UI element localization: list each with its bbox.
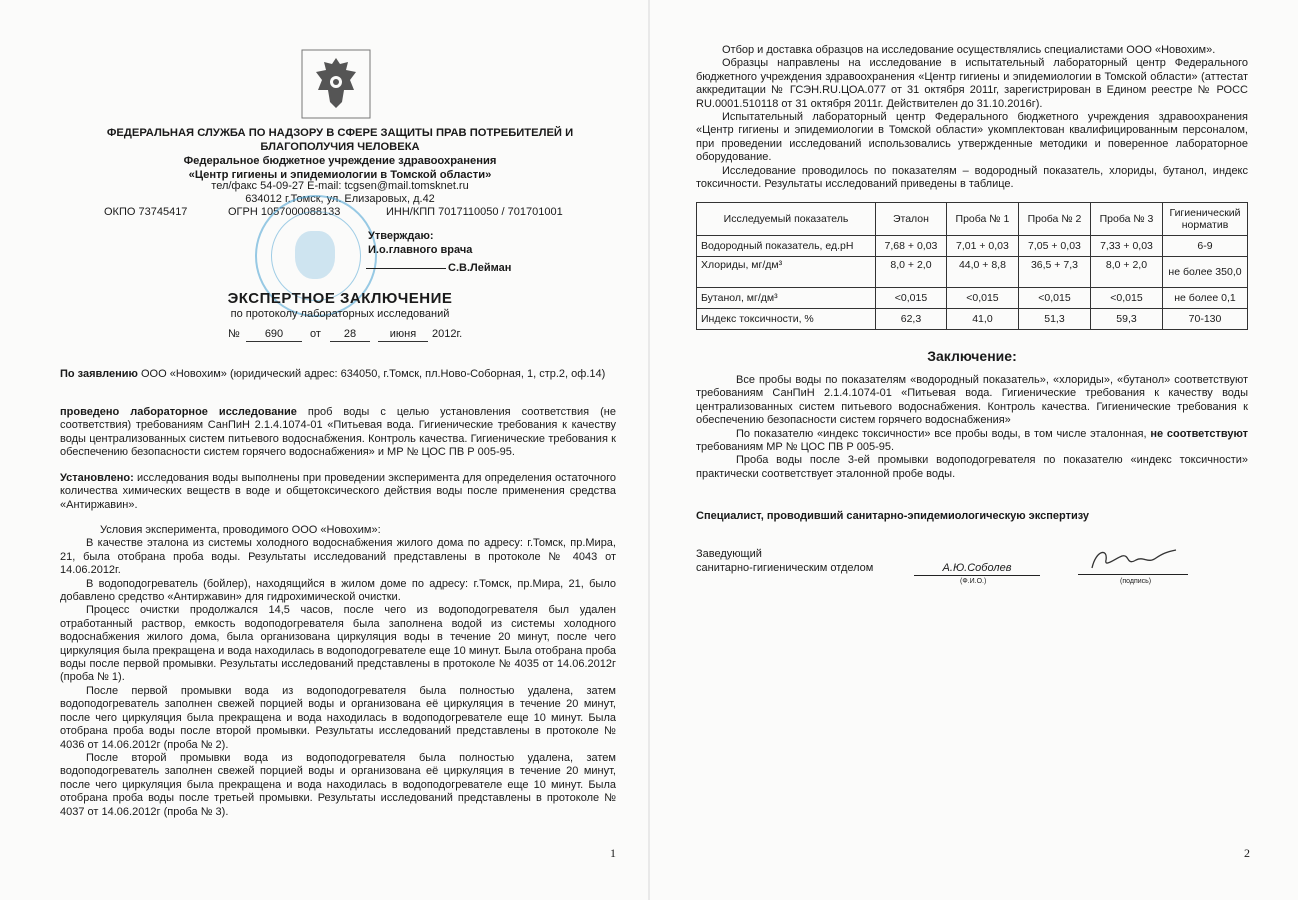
table-header-cell: Гигиенический норматив bbox=[1163, 203, 1248, 236]
p2-paragraph-4: Исследование проводилось по показателям – водородный показатель, хлориды, бутанол, индекс токсичности. Результаты исследований приведены в таблице. bbox=[696, 164, 1248, 191]
table-row bbox=[697, 257, 1248, 288]
table-header-row bbox=[697, 203, 1248, 236]
table-cell: не более 0,1 bbox=[1163, 288, 1248, 309]
org-header-line-1: ФЕДЕРАЛЬНАЯ СЛУЖБА ПО НАДЗОРУ В СФЕРЕ ЗАЩИТЫ ПРАВ ПОТРЕБИТЕЛЕЙ И bbox=[106, 127, 574, 139]
signature-line bbox=[1078, 574, 1188, 575]
conducted-text: проб воды с целью установления соответствия (не соответствия) требованиям СанПиН 2.1.4.1074-01 «Питьевая вода. Гигиенические требования к качеству воды централизованных систем питьевого водоснабжения. Контроль качества. Гигиенические требования к обеспечению безопасности систем горячего водоснабжения» и МР № ЦОС ПВ Р 005-95. bbox=[60, 406, 616, 459]
head-position-1: Заведующий bbox=[696, 548, 762, 560]
table-header-cell: Исследуемый показатель bbox=[697, 203, 876, 236]
table-cell: 7,68 + 0,03 bbox=[876, 236, 947, 257]
document-subtitle: по протоколу лабораторных исследований bbox=[230, 308, 450, 320]
p2-paragraph-3: Испытательный лабораторный центр Федерального бюджетного учреждения здравоохранения «Центр гигиены и эпидемиологии в Томской области» укомплектован квалифицированным персоналом, при проведении исследований использовались утвержденные методики и поверенное лабораторное оборудование. bbox=[696, 111, 1248, 164]
date-month: июня bbox=[378, 328, 428, 342]
table-cell: 36,5 + 7,3 bbox=[1018, 257, 1090, 288]
table-cell: 7,33 + 0,03 bbox=[1090, 236, 1162, 257]
page-number-1: 1 bbox=[610, 846, 616, 860]
coat-of-arms-icon bbox=[300, 48, 372, 120]
table-header-cell: Эталон bbox=[876, 203, 947, 236]
application-text: ООО «Новохим» (юридический адрес: 634050, г.Томск, пл.Ново-Соборная, 1, стр.2, оф.14) bbox=[140, 368, 606, 380]
table-cell: <0,015 bbox=[876, 288, 947, 309]
condition-paragraph-3: Процесс очистки продолжался 14,5 часов, после чего из водоподогревателя был удален отработанный раствор, емкость водоподогревателя была заполнена водой из системы холодного водоснабжения жилого дома, была организована циркуляция воды в течение 20 минут, после чего циркуляция была прекращена и вода находилась в водоподогревателе еще 10 минут. Была отобрана проба воды после первой промывки. Результаты исследований представлены в протоколе № 4035 от 14.06.2012г (проба № 1). bbox=[60, 604, 616, 684]
conclusion-paragraph-2 bbox=[696, 428, 1248, 455]
table-cell: 51,3 bbox=[1018, 309, 1090, 330]
table-cell: 62,3 bbox=[876, 309, 947, 330]
table-cell: 6-9 bbox=[1163, 236, 1248, 257]
org-header-line-4: «Центр гигиены и эпидемиологии в Томской области» bbox=[188, 169, 492, 181]
established-paragraph bbox=[60, 472, 616, 512]
address: 634012 г.Томск, ул. Елизаровых, д.42 bbox=[245, 193, 435, 205]
table-cell: Индекс токсичности, % bbox=[697, 309, 876, 330]
table-cell: не более 350,0 bbox=[1163, 257, 1248, 288]
date-day: 28 bbox=[330, 328, 370, 342]
condition-paragraph-5: После второй промывки вода из водоподогревателя была полностью удалена, затем водоподогреватель заполнен свежей порцией воды и организована её циркуляция в течение 20 минут, после чего циркуляция была прекращена и вода находилась в водоподогревателе еще 10 минут. Была отобрана проба воды после третьей промывки. Результаты исследований представлены в протоколе № 4037 от 14.06.2012г (проба № 3). bbox=[60, 751, 616, 818]
conclusion-paragraph-3: Проба воды после 3-ей промывки водоподогревателя по показателю «индекс токсичности» практически соответствует эталонной пробе воды. bbox=[696, 454, 1248, 480]
org-header-line-3: Федеральное бюджетное учреждение здравоохранения bbox=[183, 155, 497, 167]
conducted-label: проведено лабораторное исследование bbox=[60, 406, 297, 418]
document-title: ЭКСПЕРТНОЕ ЗАКЛЮЧЕНИЕ bbox=[227, 290, 453, 307]
conducted-paragraph bbox=[60, 406, 616, 460]
table-cell: 7,05 + 0,03 bbox=[1018, 236, 1090, 257]
head-name: А.Ю.Соболев bbox=[914, 562, 1040, 576]
page-number-2: 2 bbox=[1244, 846, 1250, 860]
table-cell: 41,0 bbox=[946, 309, 1018, 330]
established-label: Установлено: bbox=[60, 472, 134, 484]
handwritten-signature-icon bbox=[1086, 544, 1182, 574]
condition-paragraph-1: В качестве эталона из системы холодного водоснабжения жилого дома по адресу: г.Томск, пр.Мира, 21, была отобрана проба воды. Результаты исследований представлены в протоколе № 4043 от 14.06.2012г. bbox=[60, 537, 616, 577]
table-cell: <0,015 bbox=[1018, 288, 1090, 309]
conclusion-2-text-c: требованиям МР № ЦОС ПВ Р 005-95. bbox=[696, 441, 895, 454]
table-cell: 44,0 + 8,8 bbox=[946, 257, 1018, 288]
page-1 bbox=[0, 0, 648, 900]
table-cell: 8,0 + 2,0 bbox=[1090, 257, 1162, 288]
conclusion-2-text-a: По показателю «индекс токсичности» все пробы воды, в том числе эталонная, bbox=[736, 427, 1147, 440]
conclusion-title: Заключение: bbox=[927, 348, 1017, 364]
contacts: тел/факс 54-09-27 E-mail: tcgsen@mail.tomsknet.ru bbox=[211, 180, 469, 192]
table-cell: <0,015 bbox=[1090, 288, 1162, 309]
table-cell: 59,3 bbox=[1090, 309, 1162, 330]
p2-paragraph-1: Отбор и доставка образцов на исследование осуществлялись специалистами ООО «Новохим». bbox=[722, 44, 1216, 56]
p2-paragraph-2: Образцы направлены на исследование в испытательный лабораторный центр Федерального бюджетного учреждения здравоохранения «Центр гигиены и эпидемиологии в Томской области» (аттестат аккредитации № ГСЭН.RU.ЦОА.077 от 31 октября 2011г, зарегистрирован в Едином реестре № РОСС RU.0001.510118 от 31 октября 2011г. Действителен до 31.10.2016г). bbox=[696, 57, 1248, 110]
results-table bbox=[696, 202, 1248, 330]
condition-paragraph-2: В водоподогреватель (бойлер), находящийся в жилом доме по адресу: г.Томск, пр.Мира, 21, было добавлено средство «Антиржавин» для гидрохимической очистки. bbox=[60, 577, 616, 604]
table-cell: Водородный показатель, ед.рН bbox=[697, 236, 876, 257]
application-paragraph bbox=[60, 368, 616, 381]
fio-caption: (Ф.И.О.) bbox=[960, 578, 987, 585]
conditions-title: Условия эксперимента, проводимого ООО «Новохим»: bbox=[100, 524, 381, 536]
condition-paragraph-4: После первой промывки вода из водоподогревателя была полностью удалена, затем водоподогреватель заполнен свежей порцией воды и организована её циркуляция в течение 20 минут, после чего циркуляция была прекращена и вода находилась в водоподогревателе еще 10 минут. Была отобрана проба воды после второй промывки. Результаты исследований представлены в протоколе № 4036 от 14.06.2012г (проба № 2). bbox=[60, 684, 616, 751]
ogrn: ОГРН 1057000088133 bbox=[228, 206, 341, 218]
signature-caption: (подпись) bbox=[1120, 578, 1152, 585]
date-from: от bbox=[310, 328, 321, 340]
conclusion-2-bold: не соответствуют bbox=[1150, 427, 1249, 440]
org-header-line-2: БЛАГОПОЛУЧИЯ ЧЕЛОВЕКА bbox=[260, 141, 420, 153]
table-row bbox=[697, 288, 1248, 309]
table-cell: Хлориды, мг/дм³ bbox=[697, 257, 876, 288]
specialist-title: Специалист, проводивший санитарно-эпидемиологическую экспертизу bbox=[696, 510, 1090, 522]
inn-kpp: ИНН/КПП 7017110050 / 701701001 bbox=[386, 206, 563, 218]
application-label: По заявлению bbox=[60, 368, 138, 380]
approve-position: И.о.главного врача bbox=[368, 244, 473, 256]
approve-name: С.В.Лейман bbox=[448, 262, 512, 274]
table-cell: 7,01 + 0,03 bbox=[946, 236, 1018, 257]
page-2 bbox=[650, 0, 1298, 900]
table-header-cell: Проба № 1 bbox=[946, 203, 1018, 236]
table-cell: 8,0 + 2,0 bbox=[876, 257, 947, 288]
protocol-number: 690 bbox=[246, 328, 302, 342]
conclusion-paragraph-1: Все пробы воды по показателям «водородный показатель», «хлориды», «бутанол» соответствуют требованиям СанПиН 2.1.4.1074-01 «Питьевая вода. Гигиенические требования к качеству воды централизованных систем питьевого водоснабжения. Контроль качества. Гигиенические требования к обеспечению безопасности систем горячего водоснабжения» bbox=[696, 374, 1248, 427]
date-year: 2012г. bbox=[432, 328, 463, 340]
table-cell: 70-130 bbox=[1163, 309, 1248, 330]
table-header-cell: Проба № 2 bbox=[1018, 203, 1090, 236]
table-cell: Бутанол, мг/дм³ bbox=[697, 288, 876, 309]
okpo: ОКПО 73745417 bbox=[104, 206, 188, 218]
approve-signature-line bbox=[366, 268, 446, 269]
number-sign: № bbox=[228, 328, 240, 340]
table-header-cell: Проба № 3 bbox=[1090, 203, 1162, 236]
table-row bbox=[697, 236, 1248, 257]
head-position-2: санитарно-гигиеническим отделом bbox=[696, 562, 874, 574]
approve-label: Утверждаю: bbox=[368, 230, 434, 242]
table-cell: <0,015 bbox=[946, 288, 1018, 309]
table-row bbox=[697, 309, 1248, 330]
established-text: исследования воды выполнены при проведении эксперимента для определения остаточного количества химических веществ в воде и общетоксического действия воды после применения средства «Антиржавин». bbox=[60, 472, 616, 511]
